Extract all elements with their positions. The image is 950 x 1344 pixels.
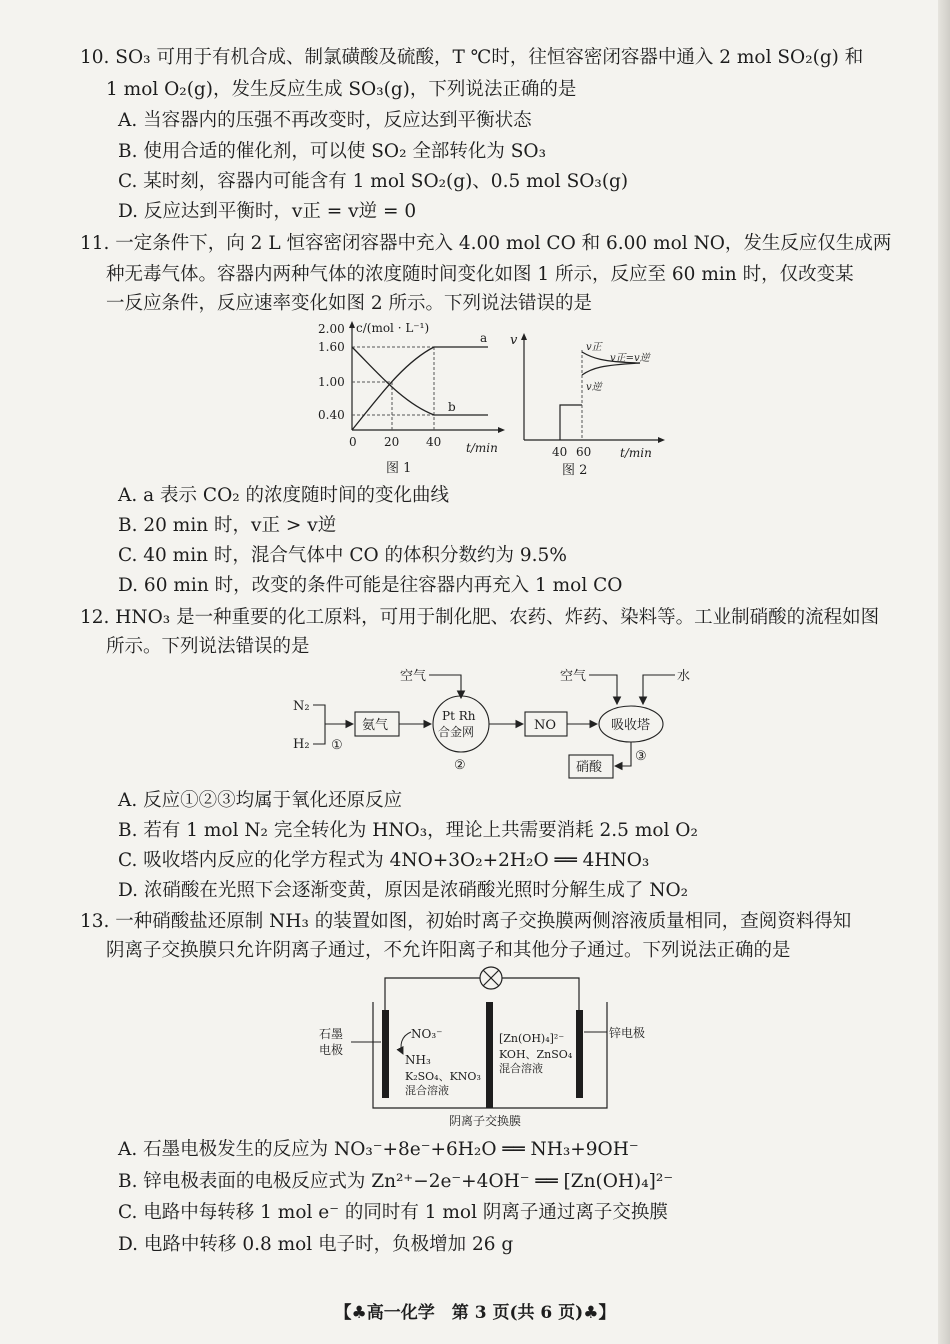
- arrow-water: [643, 675, 675, 704]
- fig2-step: [560, 405, 582, 440]
- right-solution-line1: KOH、ZnSO₄: [499, 1048, 573, 1061]
- step-1-label: ①: [331, 738, 343, 753]
- question-12-stem-line2: 所示。下列说法错误的是: [106, 636, 310, 657]
- fig1-curve-a: [352, 347, 488, 430]
- question-10-option-c: C. 某时刻，容器内可能含有 1 mol SO₂(g)、0.5 mol SO₃(g): [118, 171, 629, 192]
- question-10-option-d: D. 反应达到平衡时，v正 = v逆 = 0: [118, 201, 417, 222]
- wire-left: [385, 978, 480, 1012]
- question-11-option-a: A. a 表示 CO₂ 的浓度随时间的变化曲线: [118, 485, 450, 506]
- fig1-xtick-0: 0: [349, 435, 357, 449]
- question-11-option-c: C. 40 min 时，混合气体中 CO 的体积分数约为 9.5%: [118, 545, 567, 566]
- air-1-label: 空气: [400, 669, 427, 684]
- fig1-xtick-40: 40: [426, 435, 442, 449]
- question-11-option-d: D. 60 min 时，改变的条件可能是往容器内再充入 1 mol CO: [118, 575, 623, 596]
- fig2-y-axis-label: v: [510, 333, 518, 348]
- catalyst-circle: [433, 696, 489, 752]
- fig2-label-equal: v正=v逆: [610, 353, 650, 364]
- n2-label: N₂: [293, 699, 310, 714]
- question-11-stem-line1: 11. 一定条件下，向 2 L 恒容密闭容器中充入 4.00 mol CO 和 6.00 mol NO，发生反应仅生成两: [80, 233, 892, 254]
- catalyst-label-line2: 合金网: [438, 725, 475, 739]
- left-solution-line2: 混合溶液: [405, 1084, 449, 1097]
- fig1-ytick-1: 1.00: [318, 375, 345, 389]
- question-13-option-d: D. 电路中转移 0.8 mol 电子时，负极增加 26 g: [118, 1234, 514, 1255]
- arrow-air-2: [589, 675, 617, 704]
- fig1-label-a: a: [480, 331, 488, 345]
- fig1-xtick-20: 20: [384, 435, 400, 449]
- fig2-y-arrow: [521, 333, 527, 340]
- nitrate-to-ammonia-arrow: [401, 1032, 411, 1054]
- question-12-option-c: C. 吸收塔内反应的化学方程式为 4NO+3O₂+2H₂O ══ 4HNO₃: [118, 850, 650, 871]
- electrolysis-cell-diagram: [315, 962, 675, 1132]
- question-11-option-b: B. 20 min 时，v正 > v逆: [118, 515, 337, 536]
- question-10-option-a: A. 当容器内的压强不再改变时，反应达到平衡状态: [118, 110, 532, 131]
- water-label: 水: [677, 669, 691, 684]
- no-label: NO: [534, 718, 557, 733]
- absorption-tower-label: 吸收塔: [611, 718, 651, 733]
- fig2-x-arrow: [658, 437, 665, 443]
- fig1-y-arrow: [349, 321, 355, 328]
- fig2-label-v-reverse: v逆: [586, 382, 602, 393]
- air-2-label: 空气: [560, 669, 587, 684]
- wire-right: [502, 978, 579, 1012]
- question-10-stem-line2: 1 mol O₂(g)，发生反应生成 SO₃(g)，下列说法正确的是: [106, 79, 577, 100]
- zinc-electrode-label: 锌电极: [609, 1026, 646, 1040]
- fig1-caption: 图 1: [386, 461, 412, 476]
- zinc-electrode: [576, 1010, 583, 1098]
- figure-1-concentration-graph: [318, 318, 508, 483]
- anion-exchange-membrane: [486, 1002, 493, 1108]
- graphite-label-line1: 石墨: [319, 1027, 344, 1041]
- question-12-option-a: A. 反应①②③均属于氧化还原反应: [118, 790, 403, 811]
- right-solution-line2: 混合溶液: [499, 1062, 543, 1075]
- question-13-option-c: C. 电路中每转移 1 mol e⁻ 的同时有 1 mol 阴离子通过离子交换膜: [118, 1202, 668, 1223]
- nitrate-label: NO₃⁻: [411, 1027, 443, 1041]
- question-12-stem-line1: 12. HNO₃ 是一种重要的化工原料，可用于制化肥、农药、炸药、染料等。工业制硝酸的流程如图: [80, 607, 880, 628]
- question-10-stem-line1: 10. SO₃ 可用于有机合成、制氯磺酸及硫酸，T ℃时，往恒容密闭容器中通入 2 mol SO₂(g) 和: [80, 47, 864, 68]
- zinc-complex-label: [Zn(OH)₄]²⁻: [499, 1032, 565, 1045]
- fig2-label-v-forward: v正: [586, 342, 602, 353]
- fig1-x-arrow: [498, 427, 505, 433]
- question-13-option-a: A. 石墨电极发生的反应为 NO₃⁻+8e⁻+6H₂O ══ NH₃+9OH⁻: [118, 1139, 639, 1160]
- figure-2-rate-graph: [510, 330, 670, 480]
- step-3-label: ③: [635, 749, 647, 764]
- fig1-ytick-0-4: 0.40: [318, 408, 345, 422]
- page-footer: 【♣高一化学 第 3 页(共 6 页)♣】: [334, 1303, 616, 1323]
- fig2-curve-v-reverse: [582, 363, 640, 375]
- question-13-stem-line1: 13. 一种硝酸盐还原制 NH₃ 的装置如图，初始时离子交换膜两侧溶液质量相同，查阅资料得知: [80, 911, 852, 932]
- arrow-air-1: [429, 675, 461, 698]
- left-solution-line1: K₂SO₄、KNO₃: [405, 1070, 481, 1083]
- fig2-x-axis-label: t/min: [620, 446, 652, 460]
- arrow-to-nitric-acid: [615, 742, 631, 766]
- ammonia-label: 氨气: [362, 718, 389, 733]
- question-10-option-b: B. 使用合适的催化剂，可以使 SO₂ 全部转化为 SO₃: [118, 141, 547, 162]
- fig2-caption: 图 2: [562, 463, 588, 478]
- nitric-acid-process-diagram: [285, 660, 705, 785]
- catalyst-label-line1: Pt Rh: [442, 709, 476, 723]
- graphite-electrode: [382, 1010, 389, 1098]
- fig1-ytick-1-6: 1.60: [318, 340, 345, 354]
- question-11-stem-line2: 种无毒气体。容器内两种气体的浓度随时间变化如图 1 所示，反应至 60 min 时，仅改变某: [106, 264, 854, 285]
- h2-label: H₂: [293, 737, 310, 752]
- ammonia-label: NH₃: [405, 1053, 431, 1067]
- nitric-acid-label: 硝酸: [576, 760, 603, 775]
- question-11-stem-line3: 一反应条件，反应速率变化如图 2 所示。下列说法错误的是: [106, 293, 593, 314]
- question-12-option-d: D. 浓硝酸在光照下会逐渐变黄，原因是浓硝酸光照时分解生成了 NO₂: [118, 880, 689, 901]
- membrane-label: 阴离子交换膜: [449, 1114, 522, 1128]
- question-13-stem-line2: 阴离子交换膜只允许阴离子通过，不允许阳离子和其他分子通过。下列说法正确的是: [106, 940, 791, 961]
- graphite-label-line2: 电极: [319, 1043, 344, 1057]
- question-12-option-b: B. 若有 1 mol N₂ 完全转化为 HNO₃，理论上共需要消耗 2.5 mol O₂: [118, 820, 698, 841]
- question-13-option-b: B. 锌电极表面的电极反应式为 Zn²⁺−2e⁻+4OH⁻ ══ [Zn(OH)₄]²⁻: [118, 1171, 674, 1192]
- page-edge-shadow: [938, 0, 950, 1344]
- fig1-ytick-2: 2.00: [318, 322, 345, 336]
- n2-h2-bracket: [313, 705, 325, 744]
- fig1-x-axis-label: t/min: [466, 441, 498, 455]
- fig2-xtick-40: 40: [552, 445, 568, 459]
- fig2-xtick-60: 60: [576, 445, 592, 459]
- step-2-label: ②: [454, 758, 466, 773]
- fig1-y-axis-label: c/(mol · L⁻¹): [356, 321, 430, 335]
- fig1-label-b: b: [448, 400, 456, 414]
